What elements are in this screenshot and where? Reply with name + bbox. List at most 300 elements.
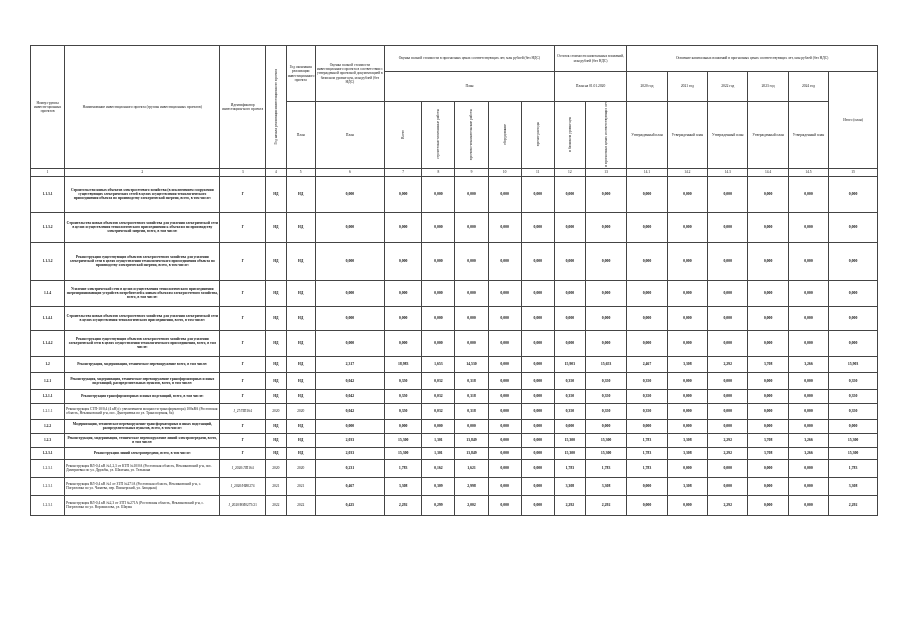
row-value: 0,000: [627, 477, 667, 495]
row-value: 15,300: [585, 433, 626, 447]
row-value: 0,000: [708, 306, 748, 330]
row-value: 1,301: [422, 447, 455, 459]
row-value: 2,002: [455, 495, 488, 515]
row-value: 2,292: [708, 495, 748, 515]
row-value: 0,000: [627, 495, 667, 515]
row-value: 3,266: [788, 447, 828, 459]
row-value: 0,000: [521, 356, 554, 372]
row-value: 2,033: [315, 447, 384, 459]
row-value: 0,000: [788, 477, 828, 495]
row-value: 1,783: [554, 459, 585, 477]
row-project-id: Г: [220, 372, 266, 389]
row-value: 0,000: [455, 176, 488, 212]
table-row: [31, 372, 878, 389]
row-value: 0,000: [385, 212, 422, 242]
row-number: 1.2.3: [31, 433, 65, 447]
row-value: 0,000: [708, 372, 748, 389]
row-value: 0,000: [521, 433, 554, 447]
row-value: 0,000: [708, 176, 748, 212]
column-index: 12: [554, 168, 585, 176]
row-value: 0,032: [422, 372, 455, 389]
row-value: 0,000: [521, 242, 554, 280]
row-value: 0,000: [627, 330, 667, 356]
row-year: НД: [266, 372, 287, 389]
row-value: 3,266: [788, 433, 828, 447]
row-value: 0,000: [315, 280, 384, 306]
row-value: 0,000: [788, 212, 828, 242]
row-value: 1,653: [422, 356, 455, 372]
row-value: 0,000: [788, 389, 828, 403]
row-value: 0,000: [554, 330, 585, 356]
row-value: 3,308: [385, 477, 422, 495]
row-project-id: Г: [220, 389, 266, 403]
row-value: 0,000: [748, 372, 788, 389]
row-value: 0,162: [422, 459, 455, 477]
header-capital-investment: Освоение капитальных вложений в прогнозных ценах соответствующих лет, млн рублей (без НДС): [627, 46, 878, 72]
header-end-year: Год окончания реализации инвестиционного проекта: [286, 46, 315, 102]
header-full-cost-base: Оценка полной стоимости инвестиционного проекта в соответствии с утвержденной проектной документацией в базисном уровне цен, млн рублей (без НДС): [315, 46, 384, 102]
row-value: 0,000: [422, 176, 455, 212]
row-value: 0,042: [315, 403, 384, 419]
row-value: 0,000: [585, 212, 626, 242]
row-value: 0,000: [748, 280, 788, 306]
data-table: [30, 45, 878, 516]
row-number: 1.2.1.1: [31, 403, 65, 419]
row-value: 0,000: [488, 280, 521, 306]
row-year: НД: [286, 176, 315, 212]
row-value: 0,000: [488, 447, 521, 459]
row-value: 0,000: [521, 419, 554, 433]
row-project-name: Реконструкция, модернизация, техническое перевооружение трансформаторных и иных подстанций, распределительных пунктов, всего, в том числе:: [65, 372, 220, 389]
column-index: 4: [266, 168, 287, 176]
header-plan: План: [385, 72, 555, 102]
row-year: 2020: [266, 459, 287, 477]
row-value: 0,000: [385, 419, 422, 433]
row-project-name: Реконструкция ВЛ-0,4 кВ №1 от ЗТП №271А (Ростовская область, Неклиновский р-н, с. Погреловка по ул. Чапаева, пер. Пионерский, ул. Западная): [65, 477, 220, 495]
column-index: 8: [422, 168, 455, 176]
row-value: 0,000: [554, 306, 585, 330]
row-value: 2,033: [315, 433, 384, 447]
row-value: 0,000: [788, 306, 828, 330]
row-value: 0,000: [667, 306, 707, 330]
row-value: 0,000: [422, 306, 455, 330]
row-value: 0,032: [422, 403, 455, 419]
row-value: 0,000: [627, 419, 667, 433]
row-value: 0,000: [585, 176, 626, 212]
row-year: НД: [266, 280, 287, 306]
row-value: 0,000: [788, 419, 828, 433]
row-value: 0,000: [488, 356, 521, 372]
header-sub-other: прочие расходы: [521, 102, 554, 169]
header-approved-2024: Утвержденный план: [788, 102, 828, 169]
table-row: [31, 176, 878, 212]
row-value: 0,350: [585, 403, 626, 419]
row-value: 0,318: [455, 372, 488, 389]
row-value: 0,000: [385, 330, 422, 356]
row-value: 3,266: [788, 356, 828, 372]
row-number: 1.1.3.1: [31, 176, 65, 212]
row-value: 1,783: [627, 447, 667, 459]
row-year: НД: [266, 212, 287, 242]
row-value: 15,300: [385, 433, 422, 447]
row-value: 0,000: [788, 280, 828, 306]
row-value: 0,350: [385, 389, 422, 403]
row-number: 1.2: [31, 356, 65, 372]
header-remaining-cost: Остаток стоимости капитальных вложений, млн рублей (без НДС): [554, 46, 626, 72]
table-row: [31, 459, 878, 477]
row-year: 2020: [286, 403, 315, 419]
row-number: 1.2.1.1: [31, 389, 65, 403]
row-value: 0,000: [788, 459, 828, 477]
row-year: 2020: [266, 403, 287, 419]
row-year: НД: [266, 306, 287, 330]
row-value: 1,783: [627, 433, 667, 447]
header-sub-pir: проектно-изыскательские работы: [455, 102, 488, 169]
row-value: 15,903: [554, 356, 585, 372]
row-number: 1.1.4.2: [31, 330, 65, 356]
row-value: 0,000: [667, 372, 707, 389]
row-value: 0,000: [521, 447, 554, 459]
row-project-id: J_2020/НИ0275/21: [220, 495, 266, 515]
table-header: [31, 46, 878, 169]
row-value: 2,292: [554, 495, 585, 515]
row-year: НД: [266, 176, 287, 212]
row-value: 1,783: [385, 459, 422, 477]
row-value: 18,983: [385, 356, 422, 372]
row-number: 1.1.4: [31, 280, 65, 306]
table-row: [31, 306, 878, 330]
row-project-name: Строительство новых объектов электросетевого хозяйства для усиления электрической сети в целях осуществления технологического присоединения к объектам по производству электрической энергии, всего, в том числе:: [65, 212, 220, 242]
row-value: 0,000: [521, 403, 554, 419]
row-value: 0,000: [385, 280, 422, 306]
row-value: 0,000: [667, 176, 707, 212]
row-project-name: Реконструкция ВЛ-0,4 кВ №2,3 от ЗТП №271А (Ростовская область, Неклиновский р-н, с. Погреловка по ул. Ворошилова, ул. Шаумя: [65, 495, 220, 515]
header-sub-base: в базисном уровне цен: [554, 102, 585, 169]
row-value: 0,000: [748, 495, 788, 515]
row-year: НД: [286, 242, 315, 280]
header-sub-total: Всего: [385, 102, 422, 169]
row-value: 0,000: [488, 477, 521, 495]
row-value: 13,849: [455, 447, 488, 459]
header-sub-smr: строительно-монтажные работы: [422, 102, 455, 169]
row-value: 3,308: [667, 477, 707, 495]
row-value: 0,000: [667, 212, 707, 242]
row-value: 0,350: [385, 403, 422, 419]
row-value: 3,708: [748, 356, 788, 372]
header-group-number: Номер группы инвести-ционных проектов: [31, 46, 65, 169]
row-year: 2020: [286, 459, 315, 477]
header-start-year: Год начала реализации инвестиционного проекта: [266, 46, 287, 169]
row-value: 1,621: [455, 459, 488, 477]
row-value: 0,350: [627, 389, 667, 403]
table-row: [31, 419, 878, 433]
row-value: 0,299: [422, 495, 455, 515]
row-project-name: Реконструкция СТП-10/0,4 (4 кВ) (с увеличением мощности трансформатора) 100кВА (Ростовская область, Неклиновский р-н, пос. Дмитриевка по ул. Транспортная, 6а): [65, 403, 220, 419]
table-row: [31, 212, 878, 242]
row-value: 0,000: [455, 419, 488, 433]
column-index: 9: [455, 168, 488, 176]
row-value: 0,000: [521, 389, 554, 403]
column-index: 14.3: [708, 168, 748, 176]
row-value: 0,000: [667, 403, 707, 419]
header-full-cost-forecast: Оценка полной стоимости в прогнозных ценах соответствующих лет, млн рублей (без НДС): [385, 46, 555, 72]
row-value: 0,000: [585, 306, 626, 330]
column-index: 14.5: [788, 168, 828, 176]
row-value: 0,425: [315, 495, 384, 515]
column-index: 5: [286, 168, 315, 176]
row-value: 0,000: [667, 419, 707, 433]
row-value: 3,708: [748, 447, 788, 459]
row-value: 0,000: [667, 242, 707, 280]
row-value: 0,000: [748, 176, 788, 212]
row-year: НД: [286, 433, 315, 447]
row-value: 0,000: [488, 459, 521, 477]
row-project-id: Г: [220, 330, 266, 356]
row-number: 1.1.3.2: [31, 242, 65, 280]
row-value: 0,000: [521, 306, 554, 330]
row-value: 3,308: [667, 433, 707, 447]
row-value: 0,000: [488, 212, 521, 242]
row-project-id: Г: [220, 447, 266, 459]
row-value: 15,300: [385, 447, 422, 459]
row-year: 2021: [286, 477, 315, 495]
row-year: 2022: [286, 495, 315, 515]
row-value: 0,000: [667, 330, 707, 356]
row-number: 1.2.3.1: [31, 477, 65, 495]
row-year: НД: [266, 242, 287, 280]
header-sub-equip: оборудование: [488, 102, 521, 169]
row-value: 0,350: [554, 372, 585, 389]
row-value: 0,350: [385, 372, 422, 389]
header-plan-date: План на 01.01.2020: [554, 72, 626, 102]
row-value: 0,000: [521, 212, 554, 242]
row-number: 1.2.2: [31, 419, 65, 433]
row-value: 0,000: [829, 176, 878, 212]
header-approved-2022: Утвержденный план: [708, 102, 748, 169]
row-value: 0,000: [788, 242, 828, 280]
row-value: 0,032: [422, 389, 455, 403]
header-2021: 2021 год: [667, 72, 707, 102]
row-value: 15,300: [554, 447, 585, 459]
row-year: НД: [286, 212, 315, 242]
row-project-id: Г: [220, 280, 266, 306]
row-value: 0,000: [748, 389, 788, 403]
row-value: 0,000: [667, 389, 707, 403]
row-value: 0,000: [455, 212, 488, 242]
row-project-name: Реконструкция существующих объектов электросетевого хозяйства для усиления электрической сети в целях осуществления технологического присоединения, всего, в том числе:: [65, 330, 220, 356]
row-number: 1.2.3.1: [31, 495, 65, 515]
row-value: 0,000: [829, 330, 878, 356]
row-value: 15,300: [585, 447, 626, 459]
table-body: [31, 168, 878, 515]
column-index: 14.4: [748, 168, 788, 176]
row-value: 0,000: [521, 459, 554, 477]
header-2023: 2023 год: [748, 72, 788, 102]
row-value: 0,000: [554, 280, 585, 306]
row-value: 0,000: [829, 242, 878, 280]
row-value: 0,000: [422, 212, 455, 242]
row-year: 2021: [266, 477, 287, 495]
row-value: 0,000: [667, 495, 707, 515]
row-value: 1,783: [627, 459, 667, 477]
row-value: 0,000: [315, 242, 384, 280]
row-project-id: Г: [220, 176, 266, 212]
row-year: НД: [286, 419, 315, 433]
row-value: 0,042: [315, 389, 384, 403]
row-project-name: Усиление электрической сети в целях осуществления технологического присоединения энергопринимающих устройств потребителей к новым объектам электросетевого хозяйства, всего, в том числе:: [65, 280, 220, 306]
row-project-id: Г: [220, 212, 266, 242]
row-project-name: Строительство новых объектов электросетевого хозяйства для усиления электрической сети в целях осуществления технологического присоединения, всего, в том числе:: [65, 306, 220, 330]
row-value: 0,000: [585, 330, 626, 356]
row-year: НД: [286, 389, 315, 403]
row-value: 0,000: [708, 242, 748, 280]
row-value: 15,300: [829, 433, 878, 447]
row-value: 2,998: [455, 477, 488, 495]
row-value: 0,000: [585, 280, 626, 306]
table-row: [31, 330, 878, 356]
row-project-name: Реконструкция ВЛ-0,4 кВ №1,2,3 от КТП №10/0А (Ростовская область, Неклиновский р-н, пос. Дмитриевка по ул. Дружбы, ул. Шахтная, ул. Тельмана: [65, 459, 220, 477]
row-value: 0,309: [422, 477, 455, 495]
row-value: 0,000: [554, 212, 585, 242]
row-value: 0,000: [315, 176, 384, 212]
row-value: 3,308: [667, 356, 707, 372]
row-value: 3,308: [667, 447, 707, 459]
row-year: НД: [266, 389, 287, 403]
row-project-name: Реконструкция существующих объектов электросетевого хозяйства для усиления электрической сети в целях осуществления технологического присоединения объекта по производству электрической энергии, всего, в том числе:: [65, 242, 220, 280]
row-project-id: J_2020/НИ0274: [220, 477, 266, 495]
header-sub-plan-2: План: [315, 102, 384, 169]
row-value: 0,000: [315, 330, 384, 356]
row-value: 0,000: [788, 176, 828, 212]
row-year: НД: [266, 330, 287, 356]
row-value: 0,000: [748, 306, 788, 330]
row-year: НД: [286, 330, 315, 356]
column-index: 7: [385, 168, 422, 176]
row-value: 0,000: [455, 330, 488, 356]
row-year: НД: [286, 356, 315, 372]
header-project-id: Идентификатор инвестицион-ного проекта: [220, 46, 266, 169]
row-value: 15,300: [554, 433, 585, 447]
row-value: 0,000: [627, 306, 667, 330]
row-value: 0,000: [488, 495, 521, 515]
row-project-id: Г: [220, 306, 266, 330]
table-row: [31, 477, 878, 495]
row-value: 0,000: [748, 330, 788, 356]
row-value: 0,000: [788, 403, 828, 419]
header-total: Итого (план): [829, 72, 878, 169]
table-row: [31, 495, 878, 515]
row-value: 0,000: [488, 330, 521, 356]
header-2022: 2022 год: [708, 72, 748, 102]
row-value: 0,000: [422, 280, 455, 306]
row-value: 3,708: [748, 433, 788, 447]
row-value: 0,000: [554, 242, 585, 280]
table-row: [31, 242, 878, 280]
row-value: 2,292: [585, 495, 626, 515]
row-value: 3,308: [829, 477, 878, 495]
row-project-id: J_2020/ЛП164: [220, 459, 266, 477]
row-project-name: Реконструкция линий электропередачи, всего, в том числе:: [65, 447, 220, 459]
row-value: 0,000: [315, 419, 384, 433]
row-value: 0,350: [829, 403, 878, 419]
column-index: 14.1: [627, 168, 667, 176]
investment-program-table: [30, 45, 878, 516]
table-row: [31, 433, 878, 447]
table-row: [31, 403, 878, 419]
row-value: 0,000: [788, 330, 828, 356]
row-value: 0,000: [315, 212, 384, 242]
row-value: 2,317: [315, 356, 384, 372]
row-value: 13,849: [455, 433, 488, 447]
table-row: [31, 280, 878, 306]
column-index: 10: [488, 168, 521, 176]
row-value: 0,000: [708, 403, 748, 419]
row-value: 0,350: [627, 403, 667, 419]
row-value: 0,000: [829, 212, 878, 242]
row-value: 0,000: [521, 495, 554, 515]
row-year: НД: [266, 433, 287, 447]
row-value: 0,000: [788, 495, 828, 515]
row-value: 0,000: [708, 459, 748, 477]
row-value: 0,318: [455, 389, 488, 403]
row-value: 0,000: [422, 330, 455, 356]
row-value: 0,000: [488, 242, 521, 280]
row-value: 0,000: [708, 212, 748, 242]
table-row: [31, 447, 878, 459]
row-value: 0,000: [554, 419, 585, 433]
row-value: 0,000: [627, 280, 667, 306]
row-value: 15,653: [585, 356, 626, 372]
column-index: 15: [829, 168, 878, 176]
row-value: 0,000: [385, 242, 422, 280]
header-2024: 2024 год: [788, 72, 828, 102]
row-value: 0,231: [315, 459, 384, 477]
row-value: 0,000: [488, 419, 521, 433]
header-sub-plan: План: [286, 102, 315, 169]
header-approved-2021: Утвержденный план: [667, 102, 707, 169]
row-value: 0,350: [829, 389, 878, 403]
column-index: 11: [521, 168, 554, 176]
row-value: 14,530: [455, 356, 488, 372]
row-value: 0,000: [829, 306, 878, 330]
row-value: 0,467: [315, 477, 384, 495]
row-number: 1.2.3.1: [31, 459, 65, 477]
row-value: 0,000: [422, 242, 455, 280]
row-value: 0,000: [488, 372, 521, 389]
row-value: 0,000: [488, 389, 521, 403]
row-project-id: Г: [220, 433, 266, 447]
row-value: 2,292: [385, 495, 422, 515]
row-value: 0,000: [385, 306, 422, 330]
row-value: 0,000: [488, 306, 521, 330]
row-value: 0,000: [667, 280, 707, 306]
column-index: 13: [585, 168, 626, 176]
column-index: 14.2: [667, 168, 707, 176]
table-row: [31, 356, 878, 372]
row-value: 0,000: [521, 330, 554, 356]
row-value: 0,350: [627, 372, 667, 389]
row-value: 0,000: [708, 389, 748, 403]
row-project-name: Реконструкция, модернизация, техническое перевооружение всего, в том числе:: [65, 356, 220, 372]
row-number: 1.2.1: [31, 372, 65, 389]
row-value: 0,000: [708, 477, 748, 495]
row-value: 0,000: [521, 280, 554, 306]
row-value: 0,000: [829, 280, 878, 306]
row-project-name: Реконструкция, модернизация, техническое перевооружение линий электропередачи, всего, в том числе:: [65, 433, 220, 447]
row-value: 0,000: [708, 419, 748, 433]
row-project-id: Г: [220, 242, 266, 280]
row-value: 0,000: [708, 280, 748, 306]
